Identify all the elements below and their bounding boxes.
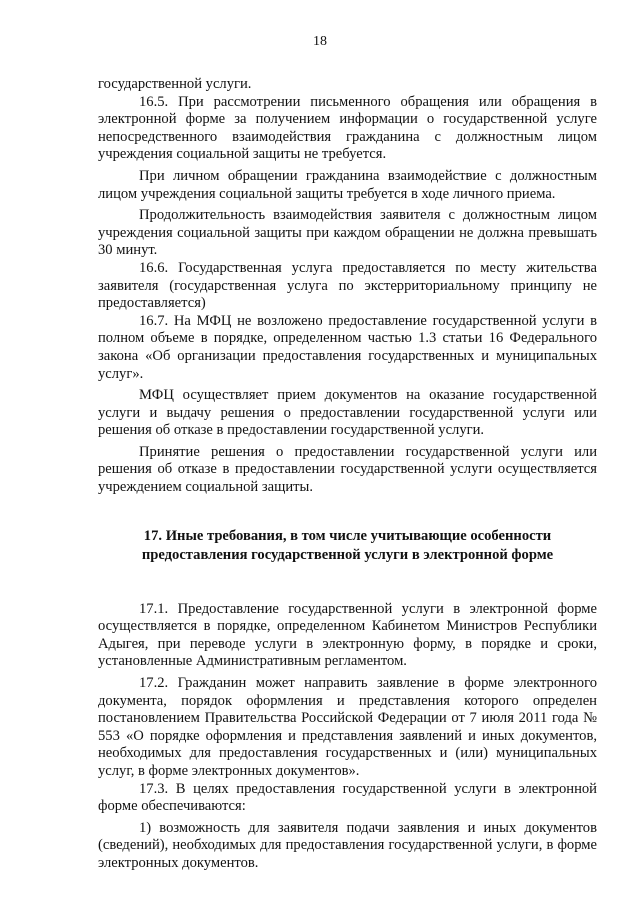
document-body xyxy=(98,76,597,873)
paragraph-decision: Принятие решения о предоставлении государственной услуги или решения об отказе в предоставлении государственной услуги осуществляется учреждением социальной защиты. xyxy=(98,443,597,496)
section-heading xyxy=(98,527,597,565)
paragraph-duration: Продолжительность взаимодействия заявителя с должностным лицом учреждения социальной защиты при каждом обращении не должна превышать 30 минут. xyxy=(98,207,597,259)
paragraph-16-6: 16.6. Государственная услуга предоставляется по месту жительства заявителя (государственная услуга по экстерриториальному принципу не предоставляется) xyxy=(98,259,597,312)
paragraph-17-1: 17.1. Предоставление государственной услуги в электронной форме осуществляется в порядке, определенном Кабинетом Министров Республики Адыгея, при переводе услуги в электронную форму, в порядке и сроки, установленные Административным регламентом. xyxy=(98,600,597,670)
paragraph-continuation: государственной услуги. xyxy=(98,76,252,92)
page-number: 18 xyxy=(313,34,327,49)
paragraph-16-5: 16.5. При рассмотрении письменного обращения или обращения в электронной форме за получением информации о государственной услуге непосредственного взаимодействия гражданина с должностным лицом учреждения социальной защиты не требуется. xyxy=(98,93,597,163)
section-heading-line-2: предоставления государственной услуги в электронной форме xyxy=(141,546,554,563)
paragraph-mfc-reception: МФЦ осуществляет прием документов на оказание государственной услуги и выдачу решения о предоставлении государственной услуги или решения об отказе в предоставлении государственной услуги. xyxy=(98,387,597,439)
paragraph-17-3: 17.3. В целях предоставления государственной услуги в электронной форме обеспечиваются: xyxy=(98,780,597,815)
paragraph-17-2: 17.2. Гражданин может направить заявление в форме электронного документа, порядок оформления и представления которого определен постановлением Правительства Российской Федерации от 7 июля 2011 года № 553 «О порядке оформления и представления заявлений и иных документов, необходимых для предоставления государственных и (или) муниципальных услуг, в форме электронных документов». xyxy=(98,675,597,779)
paragraph-16-7: 16.7. На МФЦ не возложено предоставление государственной услуги в полном объеме в порядке, определенном частью 1.3 статьи 16 Федерального закона «Об организации предоставления государственных и муниципальных услуг». xyxy=(98,312,597,382)
paragraph-17-3-item-1: 1) возможность для заявителя подачи заявления и иных документов (сведений), необходимых для предоставления государственной услуги, в форме электронных документов. xyxy=(98,819,597,871)
section-heading-line-1: 17. Иные требования, в том числе учитывающие особенности xyxy=(143,527,552,544)
paragraph-personal-appeal: При личном обращении гражданина взаимодействие с должностным лицом учреждения социальной защиты требуется в ходе личного приема. xyxy=(98,167,597,202)
